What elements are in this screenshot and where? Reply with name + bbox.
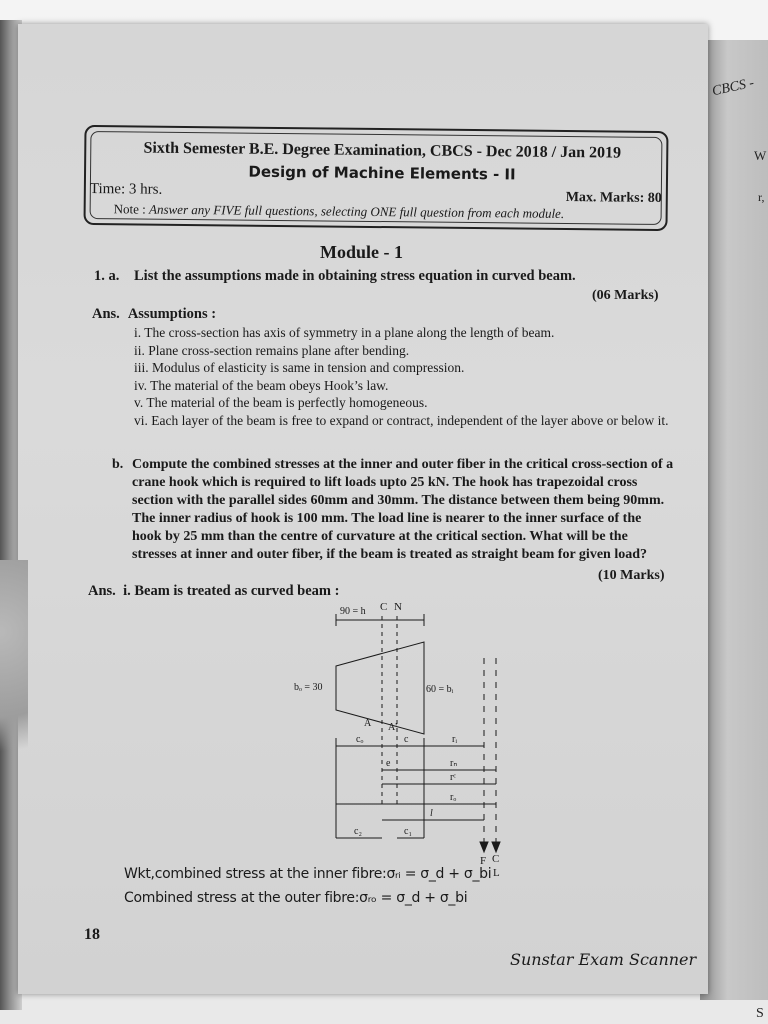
arrow-head [480, 842, 488, 852]
exam-title: Sixth Semester B.E. Degree Examination, CBCS - Dec 2018 / Jan 2019 [143, 139, 622, 162]
facing-page [700, 40, 768, 1021]
c-label: c [404, 734, 409, 745]
question-text: List the assumptions made in obtaining stress equation in curved beam. [134, 268, 576, 284]
facing-page-text: S [756, 1006, 764, 1021]
answer-heading: i. Beam is treated as curved beam : [123, 583, 340, 599]
question-marks: (06 Marks) [592, 288, 659, 303]
outer-fibre-formula: Combined stress at the outer fibre:σᵣₒ = σ_d + σ_bi [124, 890, 468, 906]
inner-fibre-formula: Wkt,combined stress at the inner fibre:σᵣᵢ = σ_d + σ_bi [124, 866, 492, 882]
rn-label: rₙ [450, 758, 458, 769]
max-marks: Max. Marks: 80 [565, 189, 662, 206]
assumptions-list [134, 324, 674, 429]
center-line-l-label: L [493, 867, 500, 879]
question-number: 1. a. [94, 268, 120, 284]
facing-page-text: CBCS - [710, 75, 756, 100]
answer-label: Ans. [92, 306, 120, 322]
question-text: Compute the combined stresses at the inner and outer fiber in the critical cross-section of a crane hook which is required to lift loads upto 25 kN. The hook has trapezoidal cross section with the parallel sides 60mm and 30mm. The distance between them being 90mm. The inner radius of hook is 100 mm. The load line is nearer to the inner surface of the hook by 25 mm than the centre of curvature at the critical section. What will be the stresses at inner and outer fiber, if the beam is treated as straight beam for given load? [132, 457, 674, 562]
publisher-brand: Sunstar Exam Scanner [510, 950, 697, 969]
outer-width-label: bₒ = 30 [294, 682, 323, 693]
question-number: b. [112, 457, 124, 472]
height-label: 90 = h [340, 606, 366, 617]
centroid-label: C [380, 601, 388, 613]
list-item: v. The material of the beam is perfectly homogeneous. [134, 395, 428, 410]
question-1b [112, 456, 674, 564]
list-item: iii. Modulus of elasticity is same in tension and compression. [134, 360, 465, 375]
thumb [0, 560, 28, 800]
neutral-axis-label: N [394, 601, 402, 613]
area-prime-label: A' [388, 722, 398, 733]
inner-width-label: 60 = bᵢ [426, 684, 454, 695]
e-label: e [386, 758, 391, 769]
list-item: iv. The material of the beam obeys Hook’s law. [134, 377, 389, 393]
module-heading: Module - 1 [320, 242, 403, 262]
rc-label: rᶜ [450, 772, 456, 783]
answer-1-heading [92, 306, 216, 323]
question-1a [94, 268, 654, 285]
facing-page-text: r, [758, 190, 765, 204]
answer-heading: Assumptions : [127, 306, 217, 322]
list-item: i. The cross-section has axis of symmetry in a plane along the length of beam. [134, 325, 555, 340]
list-item: ii. Plane cross-section remains plane after bending. [134, 342, 410, 358]
l-label: l [430, 808, 433, 819]
exam-time: Time: 3 hrs. [89, 181, 163, 198]
force-label: F [480, 855, 487, 867]
ri-label: rᵢ [452, 734, 457, 745]
question-marks: (10 Marks) [598, 568, 665, 583]
c1-label: c₁ [404, 826, 412, 837]
note-text: Answer any FIVE full questions, selecting ONE full question from each module. [148, 201, 565, 221]
trapezoid-section [336, 642, 424, 734]
c2-label: c₂ [354, 826, 362, 837]
subject-title: Design of Machine Elements - II [248, 162, 516, 184]
page-number: 18 [84, 926, 100, 943]
area-label: A [364, 718, 372, 729]
arrow-head [492, 842, 500, 852]
co-label: cₒ [356, 734, 364, 745]
answer-label: Ans. [88, 583, 116, 599]
list-item: vi. Each layer of the beam is free to expand or contract, independent of the layer above or below it. [134, 412, 669, 428]
note-label: Note : [113, 201, 150, 217]
crane-hook-cross-section-diagram [294, 598, 540, 879]
ro-label: rₒ [450, 792, 457, 803]
facing-page-text: W [754, 148, 767, 163]
center-line-c-label: C [492, 853, 500, 865]
exam-header-box [83, 125, 668, 231]
